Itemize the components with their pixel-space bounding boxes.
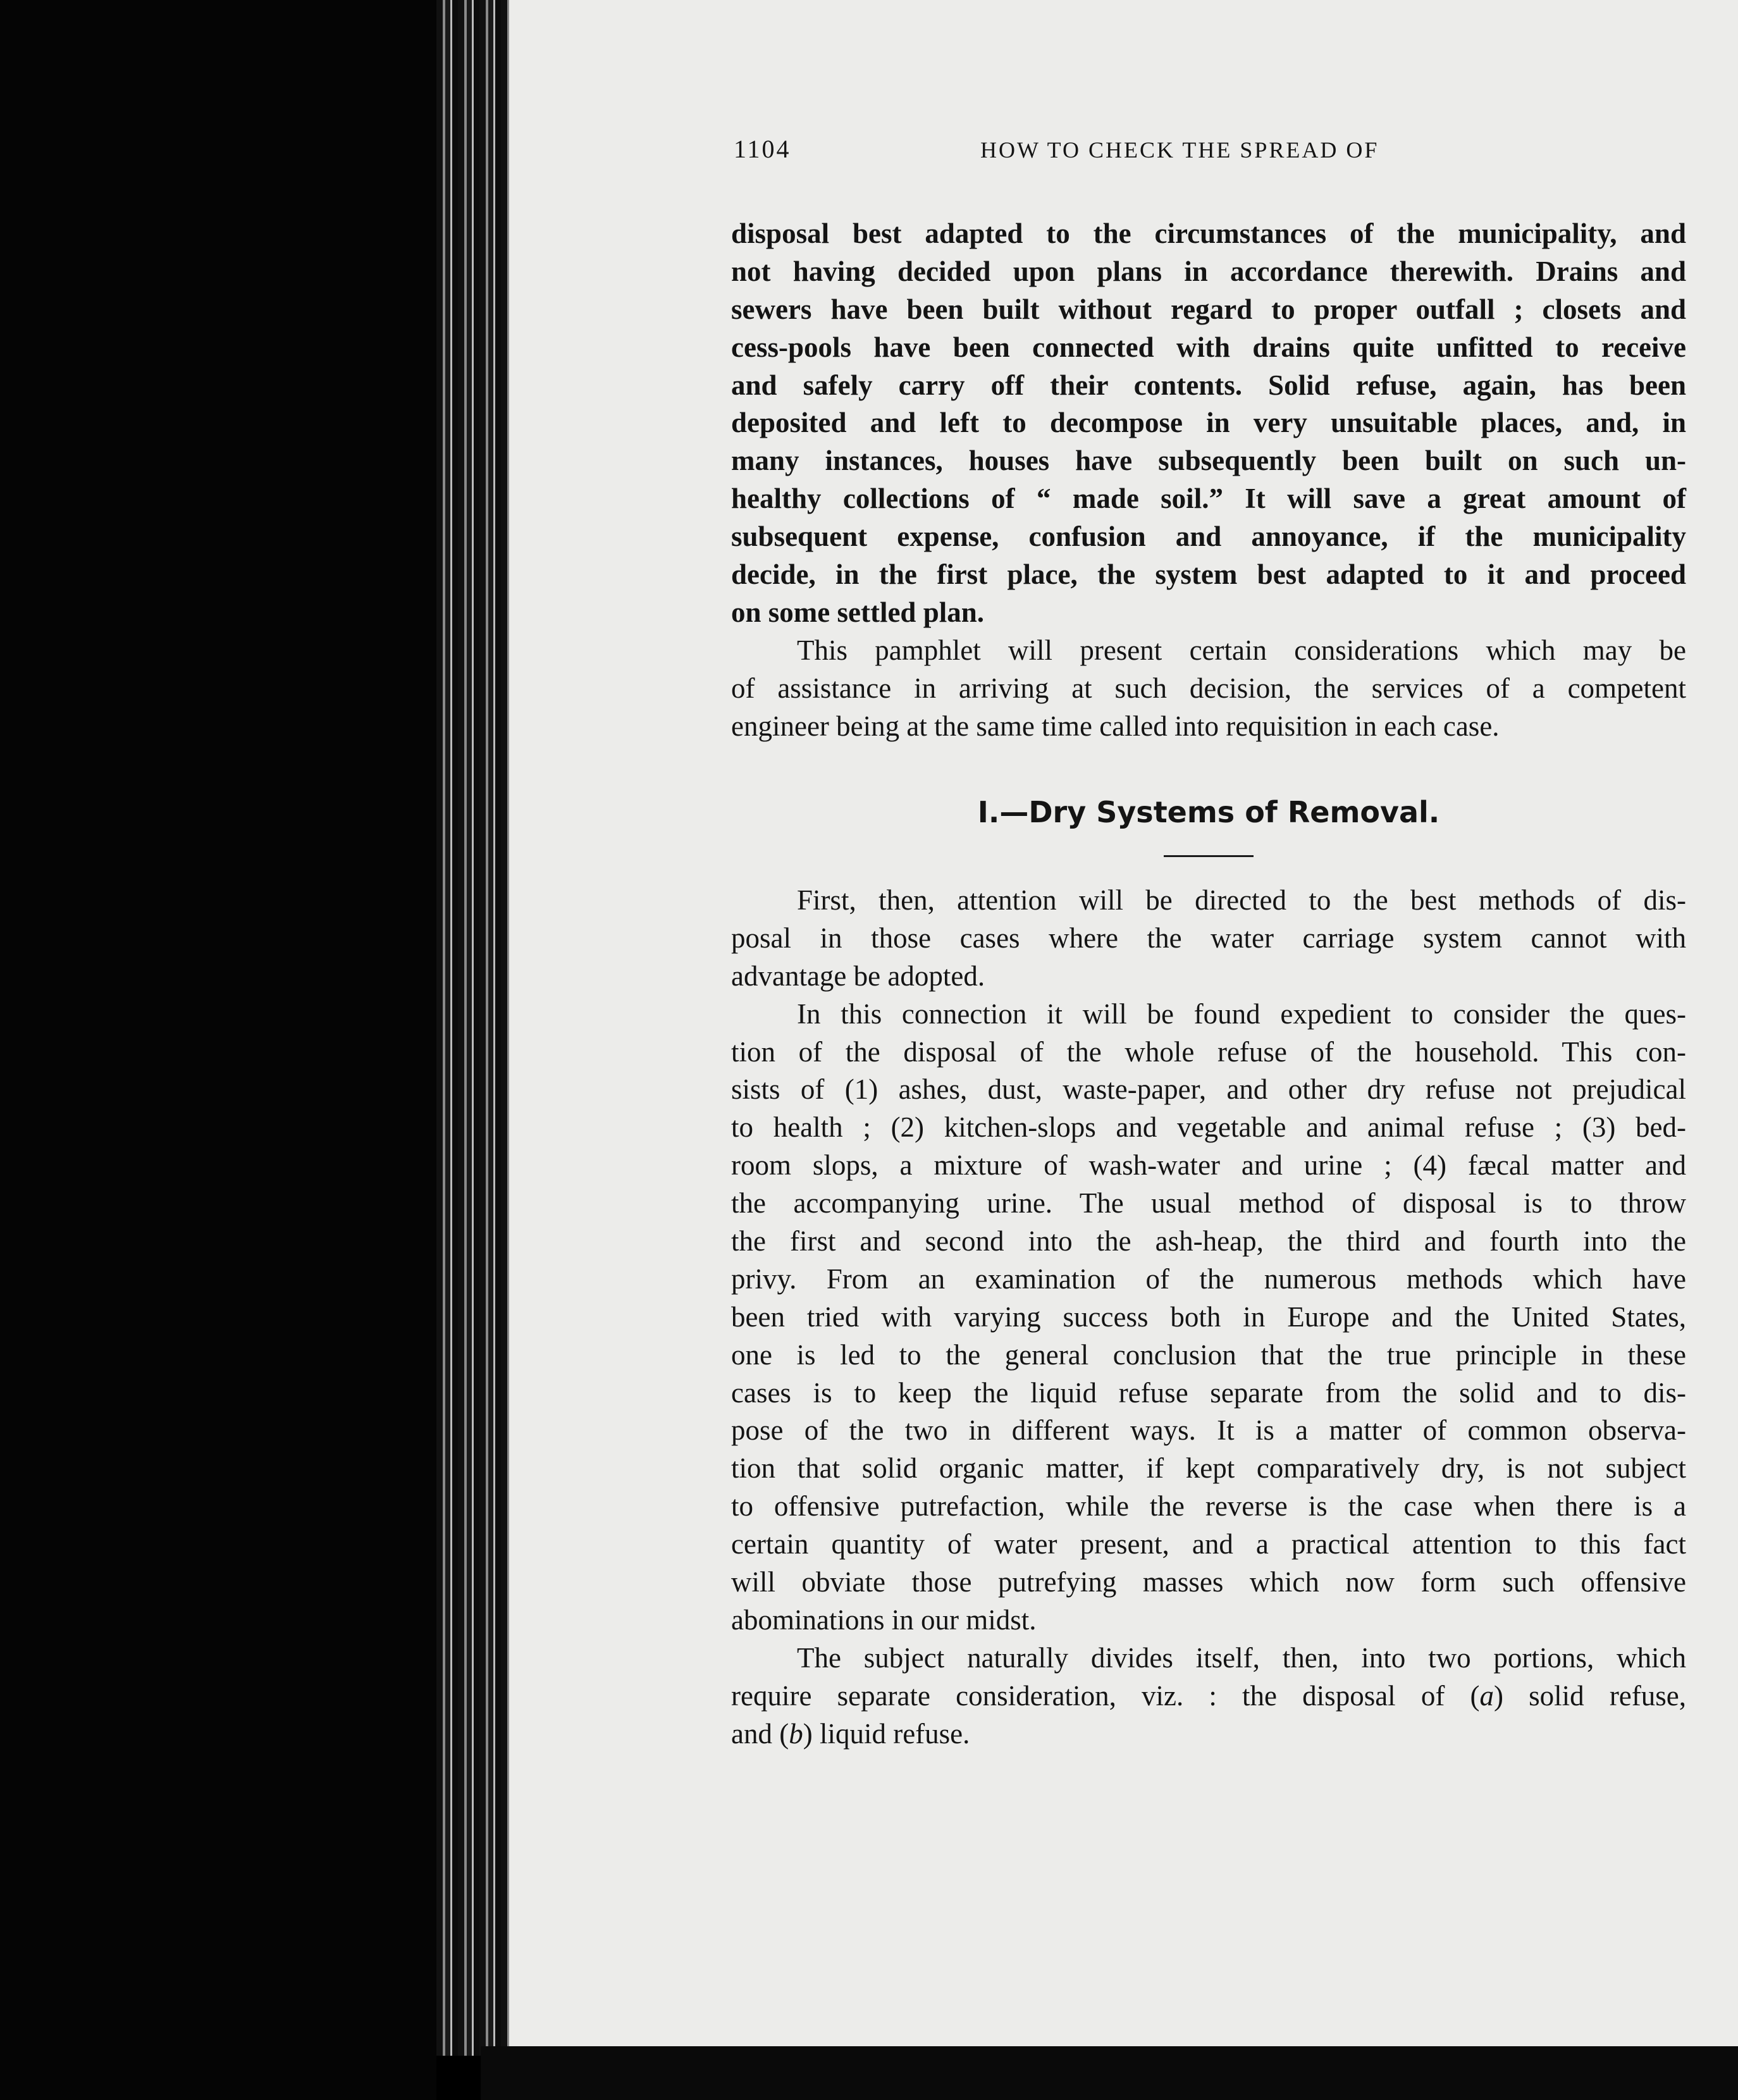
text-line: disposal best adapted to the circumstances of the municipality, and [731, 218, 1686, 249]
paragraph-1 [731, 215, 1686, 632]
text-line: cases is to keep the liquid refuse separate from the solid and to dis- [731, 1376, 1686, 1409]
paragraph-2 [731, 632, 1686, 746]
text-line: engineer being at the same time called into requisition in each case. [731, 710, 1500, 742]
text-line: certain quantity of water present, and a practical attention to this fact [731, 1528, 1686, 1560]
text-span: and ( [731, 1717, 789, 1750]
text-line: pose of the two in different ways. It is a matter of common observa- [731, 1414, 1686, 1447]
bottom-shadow [481, 2046, 1738, 2100]
text-line: and safely carry off their contents. Solid refuse, again, has been [731, 369, 1686, 401]
text-line: tion of the disposal of the whole refuse of the household. This con- [731, 1035, 1686, 1068]
running-head-title: HOW TO CHECK THE SPREAD OF [980, 137, 1379, 163]
text-line: one is led to the general conclusion that the true principle in these [731, 1338, 1686, 1371]
text-line: cess-pools have been connected with drains quite unfitted to receive [731, 331, 1686, 363]
page-number: 1104 [734, 135, 791, 163]
body-text-lower [731, 882, 1686, 1753]
text-line: will obviate those putrefying masses which now form such offensive [731, 1566, 1686, 1598]
running-head [734, 134, 1733, 172]
text-line: privy. From an examination of the numerous methods which have [731, 1263, 1686, 1295]
text-line: This pamphlet will present certain considerations which may be [797, 634, 1686, 666]
text-line: the accompanying urine. The usual method of disposal is to throw [731, 1187, 1686, 1220]
text-line: been tried with varying success both in Europe and the United States, [731, 1300, 1686, 1333]
text-line: the first and second into the ash-heap, the third and fourth into the [731, 1225, 1686, 1257]
text-line: on some settled plan. [731, 596, 985, 628]
text-line: The subject naturally divides itself, then, into two portions, which [797, 1641, 1686, 1674]
text-line: tion that solid organic matter, if kept comparatively dry, is not subject [731, 1452, 1686, 1485]
paragraph-4 [731, 996, 1686, 1640]
text-line: abominations in our midst. [731, 1603, 1037, 1636]
italic-letter-b: b [789, 1717, 803, 1750]
text-line: decide, in the first place, the system best adapted to it and proceed [731, 559, 1686, 591]
text-line: to offensive putrefaction, while the reverse is the case when there is a [731, 1490, 1686, 1522]
heading-divider [1164, 855, 1254, 857]
text-line [731, 1715, 1686, 1753]
page-edges [436, 0, 512, 2056]
text-line: deposited and left to decompose in very unsuitable places, and, in [731, 407, 1686, 439]
text-line: First, then, attention will be directed to the best methods of dis- [797, 884, 1686, 916]
section-heading: I.—Dry Systems of Removal. [977, 795, 1440, 829]
italic-letter-a: a [1479, 1679, 1494, 1712]
text-line: not having decided upon plans in accordance therewith. Drains and [731, 255, 1686, 287]
text-line: In this connection it will be found expedient to consider the ques- [797, 998, 1686, 1030]
paragraph-3 [731, 882, 1686, 996]
book-spine-edge [0, 0, 436, 2100]
text-span: ) solid refuse, [1493, 1679, 1686, 1712]
text-line: sewers have been built without regard to proper outfall ; closets and [731, 293, 1686, 325]
paragraph-5 [731, 1640, 1686, 1753]
text-line: room slops, a mixture of wash-water and urine ; (4) fæcal matter and [731, 1149, 1686, 1182]
text-line: many instances, houses have subsequently been built on such un- [731, 445, 1686, 477]
text-line: healthy collections of “ made soil.” It will save a great amount of [731, 483, 1686, 515]
text-line: sists of (1) ashes, dust, waste-paper, and other dry refuse not prejudical [731, 1073, 1686, 1106]
text-line: subsequent expense, confusion and annoyance, if the municipality [731, 521, 1686, 553]
body-text-upper [731, 215, 1686, 745]
text-span: require separate consideration, viz. : the disposal of ( [731, 1679, 1480, 1712]
text-line: of assistance in arriving at such decision, the services of a competent [731, 672, 1686, 704]
text-span: ) liquid refuse. [803, 1717, 970, 1750]
text-line: advantage be adopted. [731, 960, 985, 992]
text-line: posal in those cases where the water carriage system cannot with [731, 922, 1686, 954]
text-line [731, 1677, 1686, 1715]
text-line: to health ; (2) kitchen-slops and vegetable and animal refuse ; (3) bed- [731, 1111, 1686, 1144]
